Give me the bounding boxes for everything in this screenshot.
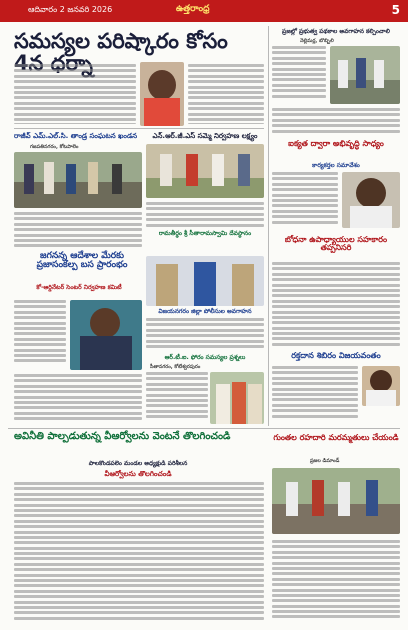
story3-headline: జగనన్న ఆదేశాల మేరకు ప్రజాసంకల్ప బస ప్రారంభం <box>36 251 128 271</box>
page-header-bar <box>0 0 408 22</box>
right4-body <box>272 366 358 422</box>
right4-photo <box>362 366 400 406</box>
right5-body <box>272 540 400 622</box>
right5-headline: గుంతల రహదారి మరమ్మతులు చేయండి <box>273 433 399 442</box>
divider <box>14 128 264 129</box>
mid3-headline: ఆర్.టీ.ఐ. ఫోరం సమస్యల ప్రశ్నలు <box>164 354 246 361</box>
right1-headline: ప్రజల్లో ప్రభుత్వ పథకాల అవగాహన కల్పించాలి <box>282 28 390 35</box>
mid-photo-2 <box>146 256 264 306</box>
lead-body-2 <box>188 64 264 124</box>
mid-top-headline: ఎన్.ఆర్.జీ.ఎస్ సమ్మె నిర్వహణ లక్ష్యం <box>152 132 258 140</box>
mid-body-2 <box>146 318 264 352</box>
story2-body <box>14 212 142 248</box>
right2-body <box>272 172 338 228</box>
story5-headline: అవినీతి పాల్పడుతున్న వీఆర్వోలను వెంటనే తొలగించండి <box>14 431 231 442</box>
right3-body <box>272 262 400 348</box>
bottom-divider <box>8 428 400 429</box>
mid-photo-1 <box>146 144 264 198</box>
story5-kicker: వీఆర్వోలను తొలగించండి <box>104 470 172 478</box>
column-divider <box>268 26 269 426</box>
story2-byline: గజపతినగరం, కోటపాలెం <box>30 144 79 150</box>
right1-photo <box>330 46 400 104</box>
right1-body-2 <box>272 108 400 138</box>
mid4-byline: సీతానగరం, కోటేశ్వరపురం <box>150 364 201 370</box>
story3-photo <box>70 300 142 370</box>
story3-sub: కో-ఆర్డినేటర్ సెంటర్ నిర్వహణ కమిటీ <box>36 284 122 291</box>
mid-body-1 <box>146 202 264 228</box>
lead-headline: సమస్యల పరిష్కారం కోసం <box>14 29 228 53</box>
story2-headline: రాజీవ్ ఎమ్.ఎల్.సి. తాండ్ర సంఘటన ఖండన <box>14 132 138 140</box>
issue-date: ఆదివారం 2 జనవరి 2026 <box>28 5 113 14</box>
right1-byline: నెల్లిమర్ల, బొబ్బిలి <box>300 38 334 44</box>
mid-photo-3 <box>210 372 264 424</box>
story2-photo <box>14 152 142 208</box>
right5-byline: ప్రజల డిమాండ్ <box>310 458 340 464</box>
right2-photo <box>342 172 400 228</box>
lead-photo <box>140 62 184 126</box>
story3-body-2 <box>14 374 142 424</box>
story5-sub: పాలకొండపలెం మండల అధ్యక్షుడి పరిశీలన <box>88 460 188 467</box>
mid-body-3 <box>146 372 208 424</box>
story5-body <box>14 482 264 622</box>
story3-body <box>14 300 66 362</box>
right5-photo <box>272 468 400 534</box>
masthead: ఉత్తరాంధ్ర <box>176 4 210 14</box>
mid-photo-caption: రామతీర్థం శ్రీ సీతారామస్వామి దేవస్థానం <box>158 230 252 237</box>
right4-headline: రక్తదాన శిబిరం విజయవంతం <box>291 351 381 360</box>
right2-sub: కార్యకర్తల సమావేశం <box>312 162 360 169</box>
lead-body <box>14 64 136 124</box>
right2-headline: ఐక్యత ద్వారా అభివృద్ధి సాధ్యం <box>288 139 384 148</box>
mid2-headline: విజయనగరం జిల్లా పోలీసుల అవగాహన <box>158 308 252 315</box>
right3-headline: బోధనా ఉపాధ్యాయుల సహకారం తప్పనిసరి <box>284 235 388 253</box>
right1-body <box>272 46 326 104</box>
page-number: 5 <box>391 3 400 17</box>
